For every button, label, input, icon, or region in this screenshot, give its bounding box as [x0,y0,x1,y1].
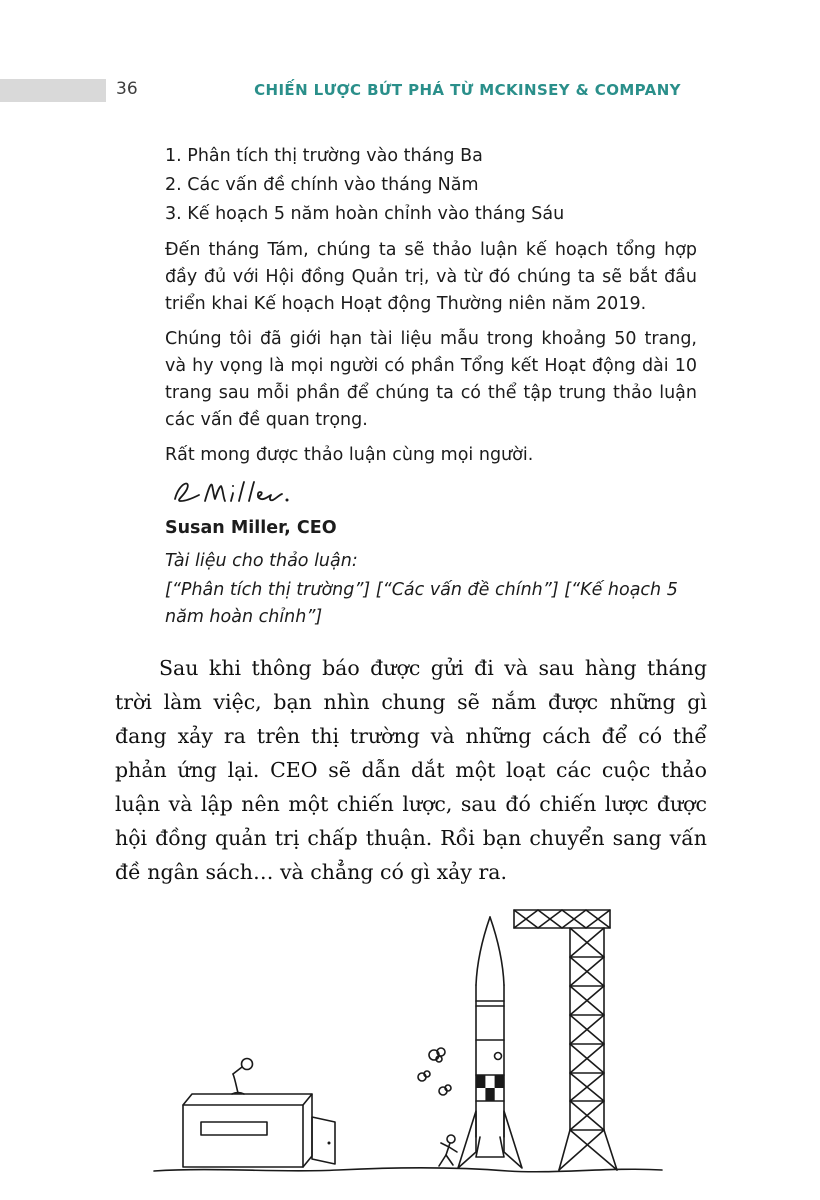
attachments-line: [“Phân tích thị trường”] [“Các vấn đề chính”] [“Kế hoạch 5 năm hoàn chỉnh”] [165,580,678,627]
attachments-label: Tài liệu cho thảo luận: [165,551,358,571]
page-number: 36 [116,79,138,99]
rocket [458,917,522,1168]
signature-scribble [165,473,697,513]
memo-list-item-2: 2. Các vấn đề chính vào tháng Năm [165,175,479,195]
running-figure [439,1135,457,1166]
desk [183,1094,335,1167]
memo-list-item-3: 3. Kế hoạch 5 năm hoàn chỉnh vào tháng Sáu [165,204,565,224]
memo-closing-line: Rất mong được thảo luận cùng mọi người. [165,445,534,465]
memo-list-item-1: 1. Phân tích thị trường vào tháng Ba [165,146,483,166]
memo-paragraph-1: Đến tháng Tám, chúng ta sẽ thảo luận kế hoạch tổng hợp đầy đủ với Hội đồng Quản trị, và từ đó chúng ta sẽ bắt đầu triển khai Kế hoạch Hoạt động Thường niên năm 2019. [165,240,697,314]
smoke-puffs [418,1048,451,1095]
launch-tower [514,910,617,1170]
ground-line [154,1168,662,1172]
rocket-launch-illustration [128,905,692,1200]
running-title: CHIẾN LƯỢC BỨT PHÁ TỪ MCKINSEY & COMPANY [254,81,681,99]
memo-block [165,142,697,631]
body-paragraph: Sau khi thông báo được gửi đi và sau hàng tháng trời làm việc, bạn nhìn chung sẽ nắm được những gì đang xảy ra trên thị trường và những cách để có thể phản ứng lại. CEO sẽ dẫn dắt một loạt các cuộc thảo luận và lập nên một chiến lược, sau đó chiến lược được hội đồng quản trị chấp thuận. Rồi bạn chuyển sang vấn đề ngân sách… và chẳng có gì xảy ra. [115,656,707,884]
memo-paragraph-2: Chúng tôi đã giới hạn tài liệu mẫu trong khoảng 50 trang, và hy vọng là mọi người có phần Tổng kết Hoạt động dài 10 trang sau mỗi phần để chúng ta có thể tập trung thảo luận các vấn đề quan trọng. [165,329,697,430]
microphone-icon [232,1059,253,1095]
signer-name: Susan Miller, CEO [165,518,337,538]
